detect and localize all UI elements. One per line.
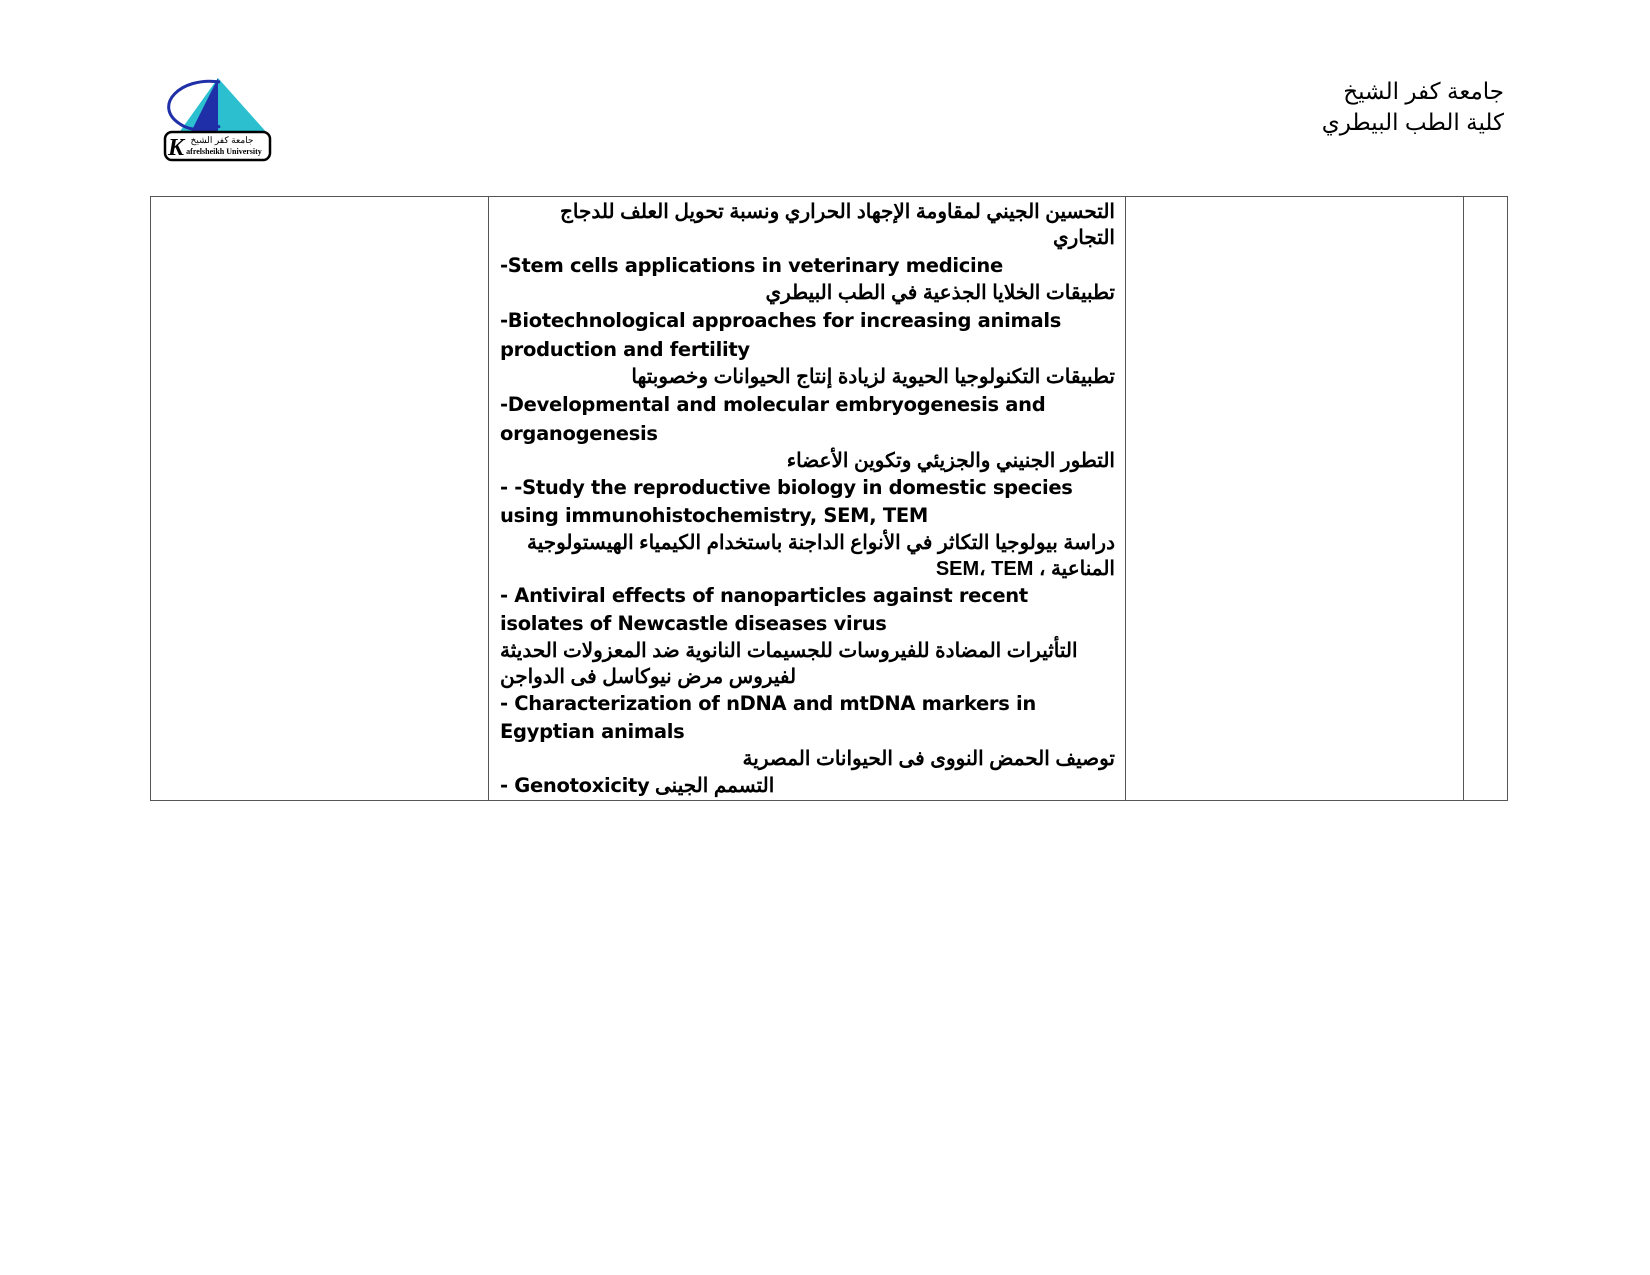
svg-text:K: K	[168, 135, 185, 161]
table-cell-4	[1464, 197, 1508, 801]
table-row	[151, 197, 1508, 801]
topic-en: - Genotoxicity	[500, 774, 650, 797]
table-cell-3	[1126, 197, 1464, 801]
logo-text-ar: جامعة كفر الشيخ	[190, 135, 254, 145]
topic-line: - Antiviral effects of nanoparticles against recent isolates of Newcastle diseases virus	[500, 584, 1028, 635]
topics-list	[489, 197, 1125, 800]
topic-line: - Characterization of nDNA and mtDNA markers in Egyptian animals	[500, 692, 1036, 743]
topic-line: -Stem cells applications in veterinary medicine	[500, 254, 1003, 277]
topic-line: -Developmental and molecular embryogenesis and organogenesis	[500, 393, 1046, 445]
topic-line: - -Study the reproductive biology in domestic species using immunohistochemistry, SEM, TEM	[500, 476, 1073, 527]
table-cell-topics	[489, 197, 1126, 801]
university-logo	[160, 76, 275, 164]
topic-line: -Biotechnological approaches for increasing animals production and fertility	[500, 309, 1062, 361]
topic-line: التحسين الجيني لمقاومة الإجهاد الحراري ونسبة تحويل العلف للدجاج التجاري	[560, 201, 1115, 249]
content-table	[150, 196, 1508, 801]
topic-line-genotoxicity	[500, 772, 1115, 800]
university-name: جامعة كفر الشيخ	[1343, 78, 1504, 104]
topic-line: التأثيرات المضادة للفيروسات للجسيمات النانوية ضد المعزولات الحديثة لفيروس مرض نيوكاسل فى الدواجن	[500, 640, 1078, 688]
faculty-name: كلية الطب البيطري	[1321, 109, 1504, 135]
topic-line: دراسة بيولوجيا التكاثر في الأنواع الداجنة باستخدام الكيمياء الهيستولوجية المناعية ، SEM، TEM	[526, 532, 1115, 580]
topic-line: تطبيقات الخلايا الجذعية في الطب البيطري	[765, 282, 1115, 304]
table-cell-1	[151, 197, 489, 801]
topic-ar: التسمم الجينى	[655, 775, 775, 797]
topic-line: تطبيقات التكنولوجيا الحيوية لزيادة إنتاج الحيوانات وخصوبتها	[631, 366, 1115, 388]
logo-text-en: afrelsheikh University	[186, 147, 262, 156]
topic-line: توصيف الحمض النووى فى الحيوانات المصرية	[742, 748, 1115, 770]
page-header	[1322, 76, 1504, 138]
topic-line: التطور الجنيني والجزيئي وتكوين الأعضاء	[786, 450, 1115, 472]
